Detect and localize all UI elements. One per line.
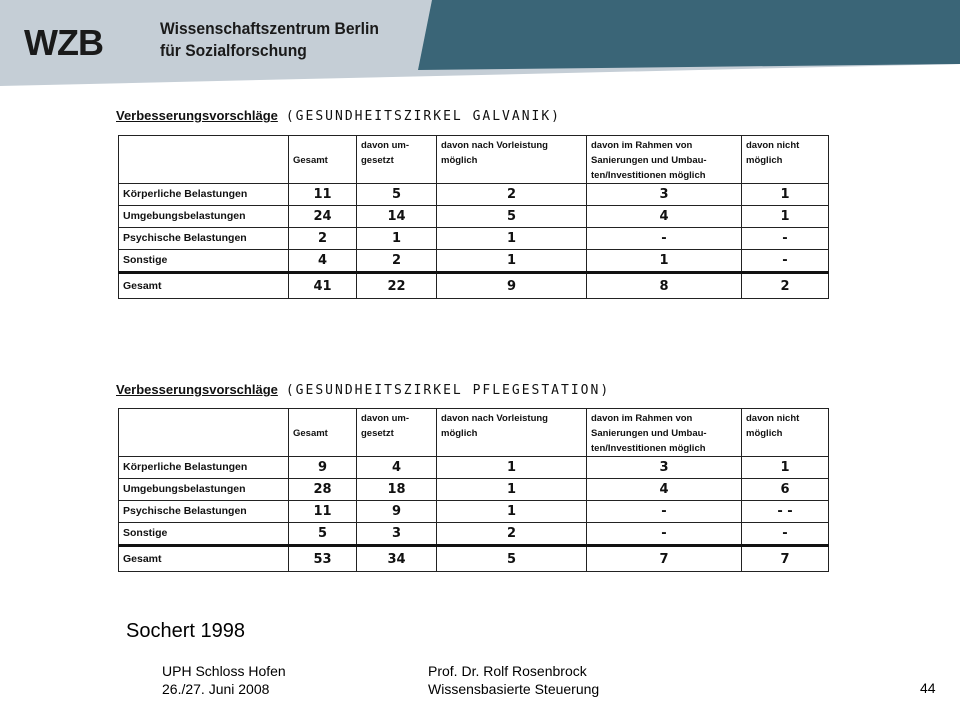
table-row xyxy=(119,184,829,206)
cell-value: - - xyxy=(742,501,829,523)
header-cell-umgesetzt: davon um- gesetzt xyxy=(357,136,437,184)
cell-value: 24 xyxy=(289,206,357,228)
cell-value: 1 xyxy=(742,457,829,479)
table-row xyxy=(119,457,829,479)
footer-event xyxy=(162,662,286,698)
cell-value: 2 xyxy=(742,273,829,299)
cell-value: 5 xyxy=(289,523,357,546)
footer-talk-title: Wissensbasierte Steuerung xyxy=(428,681,600,697)
cell-value: 3 xyxy=(587,457,742,479)
cell-value: 2 xyxy=(437,184,587,206)
row-label: Psychische Belastungen xyxy=(119,501,289,523)
row-label: Gesamt xyxy=(119,546,289,572)
table-row xyxy=(119,523,829,546)
header-cell-sanierung: davon im Rahmen von Sanierungen und Umbau- ten/Investitionen möglich xyxy=(587,409,742,457)
cell-value: 11 xyxy=(289,501,357,523)
cell-value: 22 xyxy=(357,273,437,299)
cell-value: 4 xyxy=(289,250,357,273)
row-label: Umgebungsbelastungen xyxy=(119,206,289,228)
header-cell-gesamt: Gesamt xyxy=(289,409,357,457)
cell-value: 1 xyxy=(587,250,742,273)
cell-value: 2 xyxy=(437,523,587,546)
header-cell-nicht-moeglich: davon nicht möglich xyxy=(742,136,829,184)
cell-value: 1 xyxy=(357,228,437,250)
cell-value: 6 xyxy=(742,479,829,501)
cell-value: 4 xyxy=(587,479,742,501)
cell-value: 3 xyxy=(357,523,437,546)
data-table xyxy=(118,135,829,299)
cell-value: 4 xyxy=(587,206,742,228)
cell-value: 5 xyxy=(437,206,587,228)
cell-value: 5 xyxy=(357,184,437,206)
cell-value: - xyxy=(742,228,829,250)
cell-value: 41 xyxy=(289,273,357,299)
cell-value: 7 xyxy=(587,546,742,572)
table-title-handwritten: (GESUNDHEITSZIRKEL GALVANIK) xyxy=(285,109,562,124)
institution-line-1: Wissenschaftszentrum Berlin xyxy=(160,19,379,38)
footer-author-name: Prof. Dr. Rolf Rosenbrock xyxy=(428,663,587,679)
cell-value: 18 xyxy=(357,479,437,501)
cell-value: 3 xyxy=(587,184,742,206)
header-cell-vorleistung: davon nach Vorleistung möglich xyxy=(437,409,587,457)
row-label: Gesamt xyxy=(119,273,289,299)
header-cell-label xyxy=(119,409,289,457)
cell-value: 9 xyxy=(289,457,357,479)
table-row xyxy=(119,250,829,273)
table-total-row xyxy=(119,546,829,572)
cell-value: 1 xyxy=(437,457,587,479)
row-label: Körperliche Belastungen xyxy=(119,184,289,206)
cell-value: 7 xyxy=(742,546,829,572)
cell-value: 9 xyxy=(357,501,437,523)
data-table xyxy=(118,408,829,572)
table-row xyxy=(119,228,829,250)
cell-value: 1 xyxy=(742,206,829,228)
cell-value: 11 xyxy=(289,184,357,206)
table-row xyxy=(119,206,829,228)
cell-value: 2 xyxy=(289,228,357,250)
footer-event-name: UPH Schloss Hofen xyxy=(162,663,286,679)
cell-value: 1 xyxy=(437,228,587,250)
cell-value: 4 xyxy=(357,457,437,479)
row-label: Sonstige xyxy=(119,523,289,546)
footer-event-date: 26./27. Juni 2008 xyxy=(162,681,270,697)
cell-value: 28 xyxy=(289,479,357,501)
header-background xyxy=(0,0,960,86)
header-cell-label xyxy=(119,136,289,184)
institution-name xyxy=(160,18,379,62)
scanned-table-galvanik xyxy=(116,108,828,308)
table-title xyxy=(116,382,610,398)
slide-header xyxy=(0,0,960,86)
header-cell-vorleistung: davon nach Vorleistung möglich xyxy=(437,136,587,184)
table-row xyxy=(119,501,829,523)
cell-value: 1 xyxy=(437,501,587,523)
wzb-logo: WZB xyxy=(24,22,103,63)
cell-value: 5 xyxy=(437,546,587,572)
cell-value: 9 xyxy=(437,273,587,299)
row-label: Psychische Belastungen xyxy=(119,228,289,250)
header-cell-nicht-moeglich: davon nicht möglich xyxy=(742,409,829,457)
table-title-handwritten: (GESUNDHEITSZIRKEL PFLEGESTATION) xyxy=(285,383,611,398)
cell-value: - xyxy=(587,523,742,546)
institution-line-2: für Sozialforschung xyxy=(160,41,307,60)
header-cell-sanierung: davon im Rahmen von Sanierungen und Umbau- ten/Investitionen möglich xyxy=(587,136,742,184)
table-header-row xyxy=(119,409,829,457)
table-row xyxy=(119,479,829,501)
table-total-row xyxy=(119,273,829,299)
cell-value: - xyxy=(742,250,829,273)
cell-value: 1 xyxy=(437,479,587,501)
cell-value: 53 xyxy=(289,546,357,572)
table-header-row xyxy=(119,136,829,184)
cell-value: - xyxy=(587,501,742,523)
header-cell-gesamt: Gesamt xyxy=(289,136,357,184)
cell-value: 1 xyxy=(742,184,829,206)
header-cell-umgesetzt: davon um- gesetzt xyxy=(357,409,437,457)
table-title-main: Verbesserungsvorschläge xyxy=(116,108,278,123)
table-title xyxy=(116,108,561,124)
table-title-main: Verbesserungsvorschläge xyxy=(116,382,278,397)
page-number: 44 xyxy=(920,680,936,696)
cell-value: 2 xyxy=(357,250,437,273)
row-label: Sonstige xyxy=(119,250,289,273)
row-label: Körperliche Belastungen xyxy=(119,457,289,479)
source-citation: Sochert 1998 xyxy=(126,620,245,642)
cell-value: 14 xyxy=(357,206,437,228)
scanned-table-pflegestation xyxy=(116,382,828,582)
cell-value: - xyxy=(587,228,742,250)
footer-author xyxy=(428,662,599,698)
row-label: Umgebungsbelastungen xyxy=(119,479,289,501)
cell-value: 1 xyxy=(437,250,587,273)
cell-value: 8 xyxy=(587,273,742,299)
cell-value: 34 xyxy=(357,546,437,572)
cell-value: - xyxy=(742,523,829,546)
